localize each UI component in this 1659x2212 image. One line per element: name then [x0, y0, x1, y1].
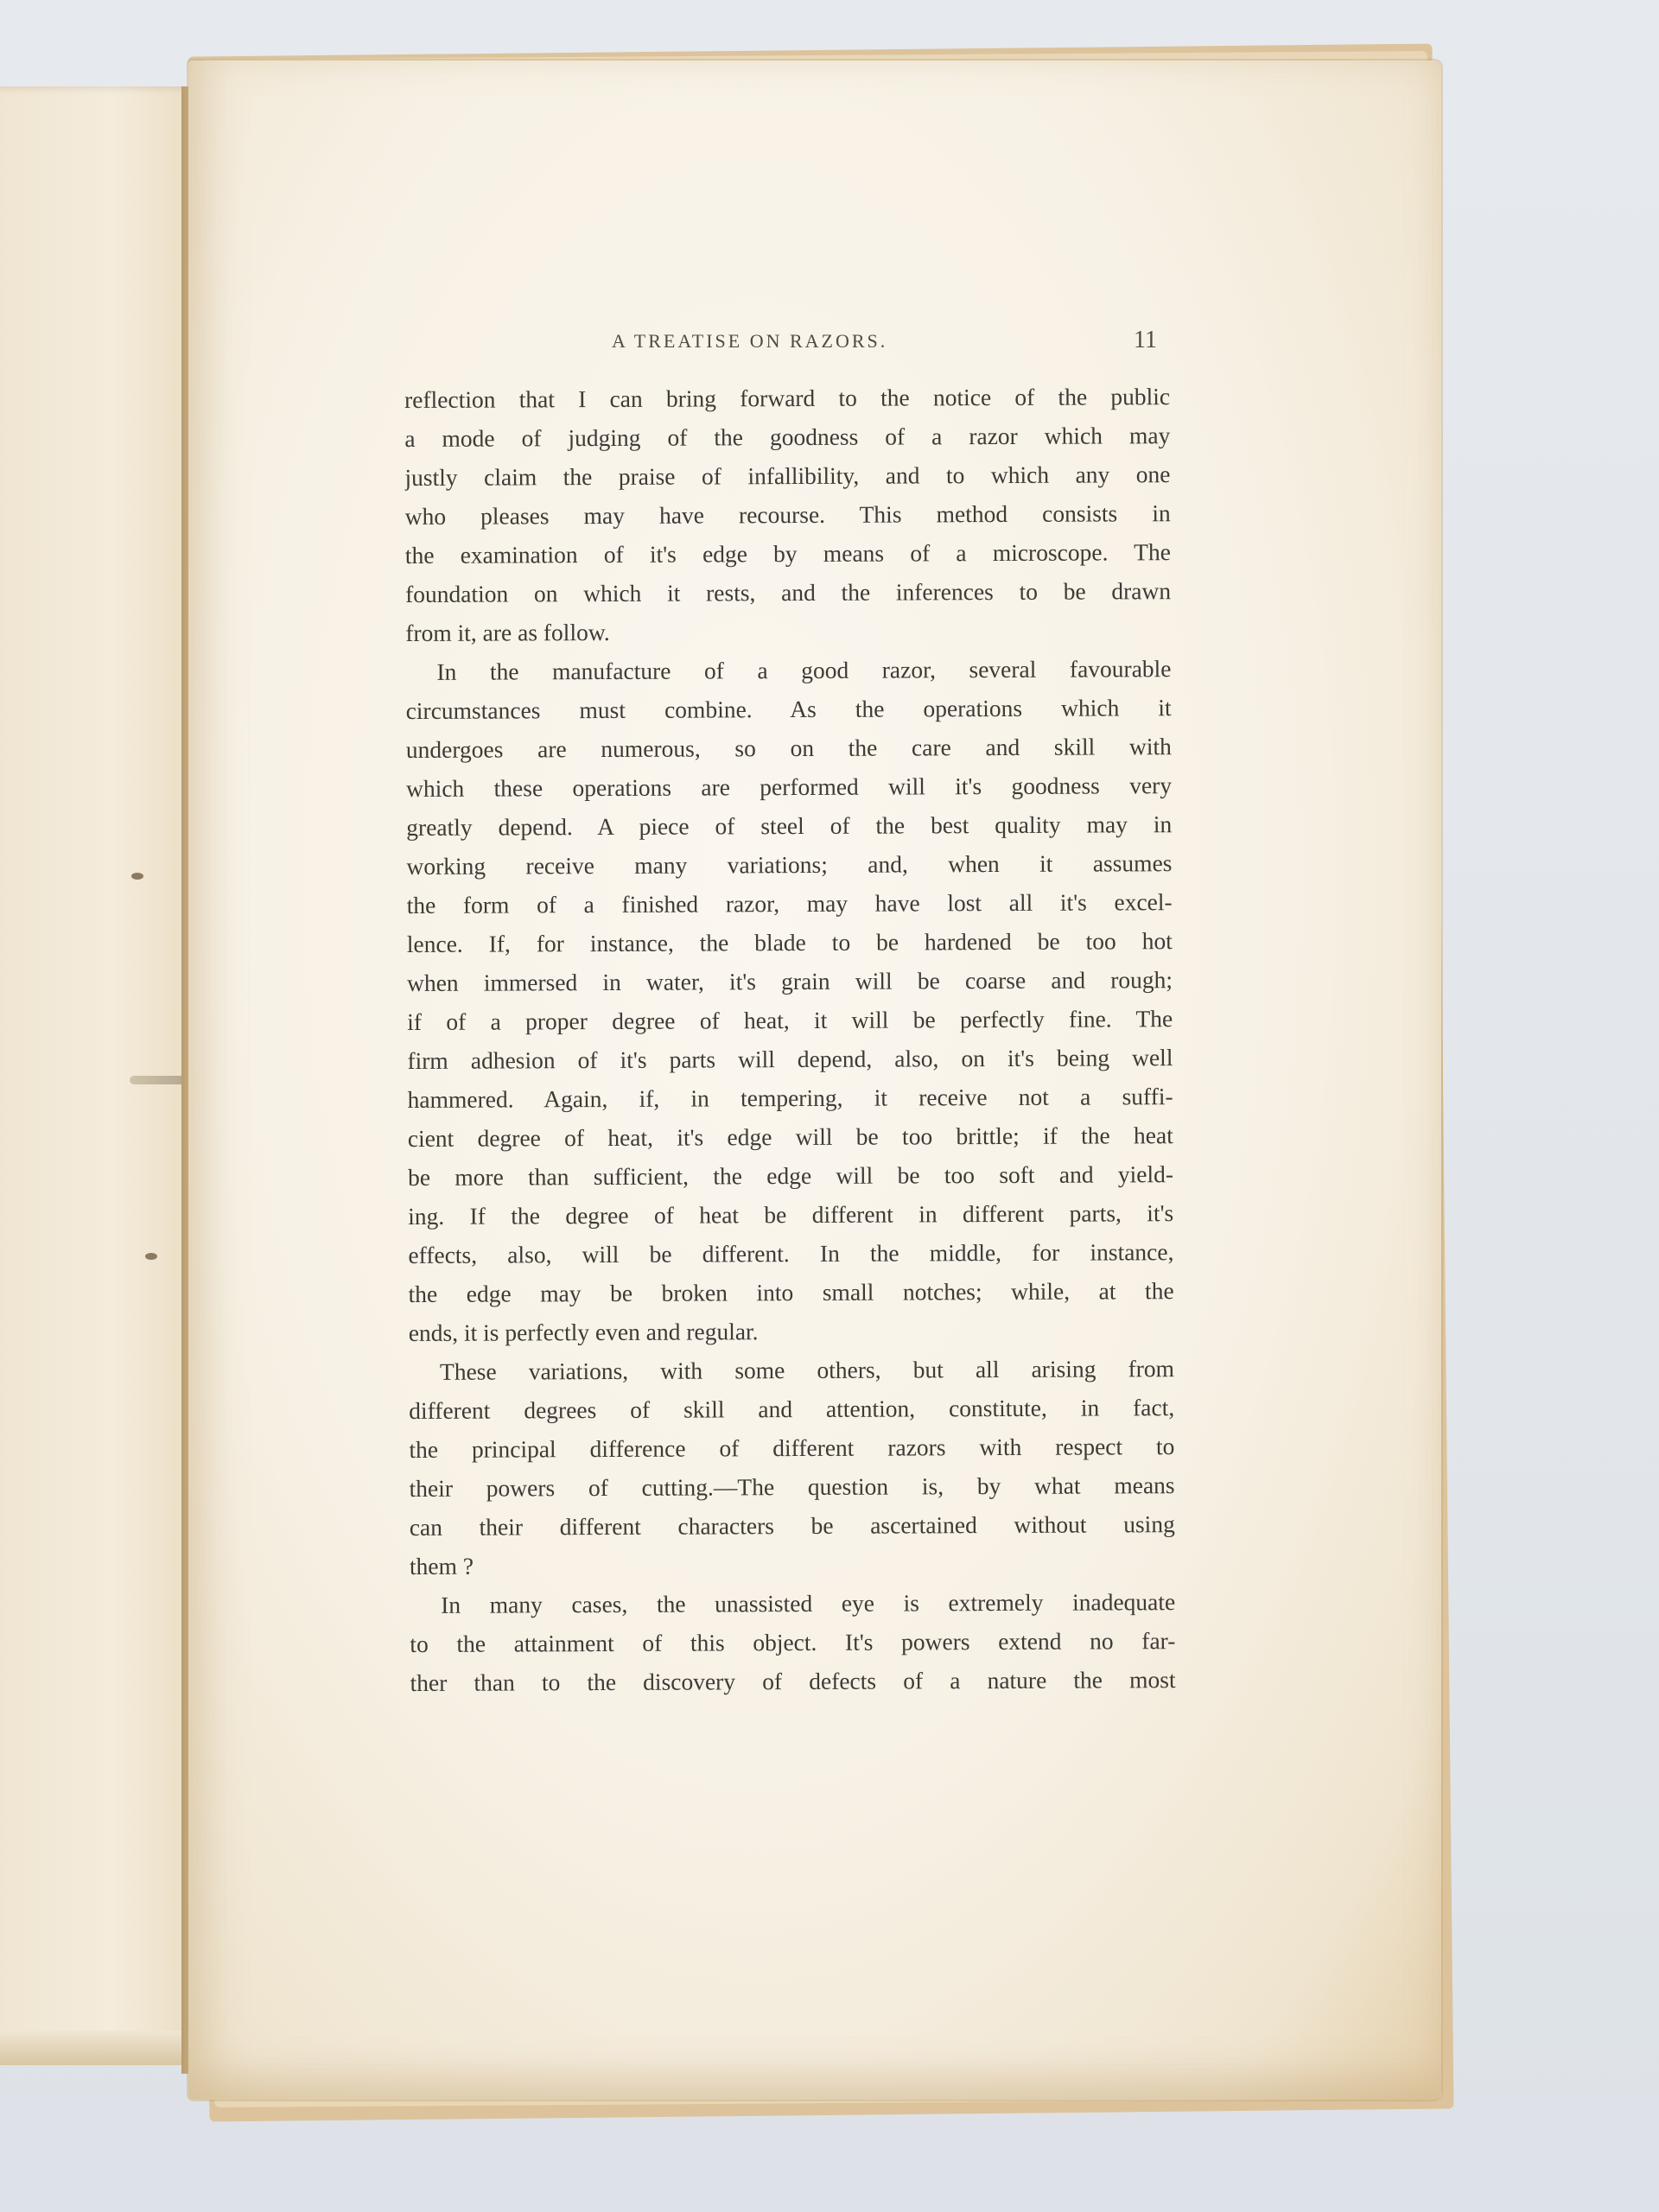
text-line: when immersed in water, it's grain will be coarse and rough; — [406, 966, 1173, 996]
text-line: greatly depend. A piece of steel of the best quality may in — [406, 810, 1173, 841]
text-line: different degrees of skill and attention, constitute, in fact, — [409, 1394, 1175, 1424]
text-line: These variations, with some others, but all arising from — [439, 1355, 1175, 1385]
text-line: be more than sufficient, the edge will be too soft and yield- — [407, 1160, 1174, 1191]
text-line: In the manufacture of a good razor, several favourable — [436, 655, 1172, 685]
text-line: working receive many variations; and, when it assumes — [406, 849, 1173, 880]
text-line: a mode of judging of the goodness of a razor which may — [404, 422, 1171, 452]
page-number: 11 — [1134, 327, 1157, 353]
text-line: ing. If the degree of heat be different in different parts, it's — [408, 1199, 1174, 1230]
binding-hole — [145, 1253, 157, 1260]
text-line: firm adhesion of it's parts will depend, also, on it's being well — [407, 1044, 1173, 1074]
text-line: undergoes are numerous, so on the care and skill with — [405, 733, 1172, 763]
text-line: them ? — [409, 1552, 474, 1580]
text-line: the principal difference of different razors with respect to — [409, 1433, 1175, 1463]
text-line: effects, also, will be different. In the middle, for instance, — [408, 1238, 1174, 1268]
text-line: which these operations are performed will it's goodness very — [405, 772, 1173, 802]
text-line: hammered. Again, if, in tempering, it receive not a suffi- — [407, 1083, 1173, 1113]
text-line: the edge may be broken into small notches; while, at the — [408, 1277, 1174, 1307]
text-line: cient degree of heat, it's edge will be too brittle; if the heat — [407, 1122, 1173, 1152]
text-line: the examination of it's edge by means of a microscope. The — [404, 538, 1171, 569]
text-line: lence. If, for instance, the blade to be hardened be too hot — [406, 927, 1173, 957]
text-line: can their different characters be ascertained without using — [409, 1510, 1175, 1541]
text-line: ther than to the discovery of defects of a nature the most — [410, 1666, 1176, 1696]
text-line: from it, are as follow. — [405, 618, 610, 646]
text-line: In many cases, the unassisted eye is extremely inadequate — [441, 1588, 1176, 1618]
text-line: justly claim the praise of infallibility, and to which any one — [404, 461, 1171, 491]
text-line: if of a proper degree of heat, it will be perfectly fine. The — [407, 1005, 1173, 1035]
text-line: circumstances must combine. As the operations which it — [405, 694, 1172, 724]
text-line: their powers of cutting.—The question is, by what means — [409, 1471, 1175, 1502]
text-line: reflection that I can bring forward to the notice of the public — [404, 383, 1171, 413]
text-line: the form of a finished razor, may have lost all it's excel- — [406, 888, 1173, 918]
text-line: to the attainment of this object. It's powers extend no far- — [410, 1627, 1176, 1657]
text-line: foundation on which it rests, and the inferences to be drawn — [405, 577, 1172, 607]
running-head: A TREATISE ON RAZORS. — [612, 330, 888, 352]
text-line: ends, it is perfectly even and regular. — [408, 1318, 759, 1346]
body-text — [404, 377, 1176, 1702]
text-line: who pleases may have recourse. This method consists in — [404, 499, 1171, 530]
binding-hole — [131, 873, 143, 880]
